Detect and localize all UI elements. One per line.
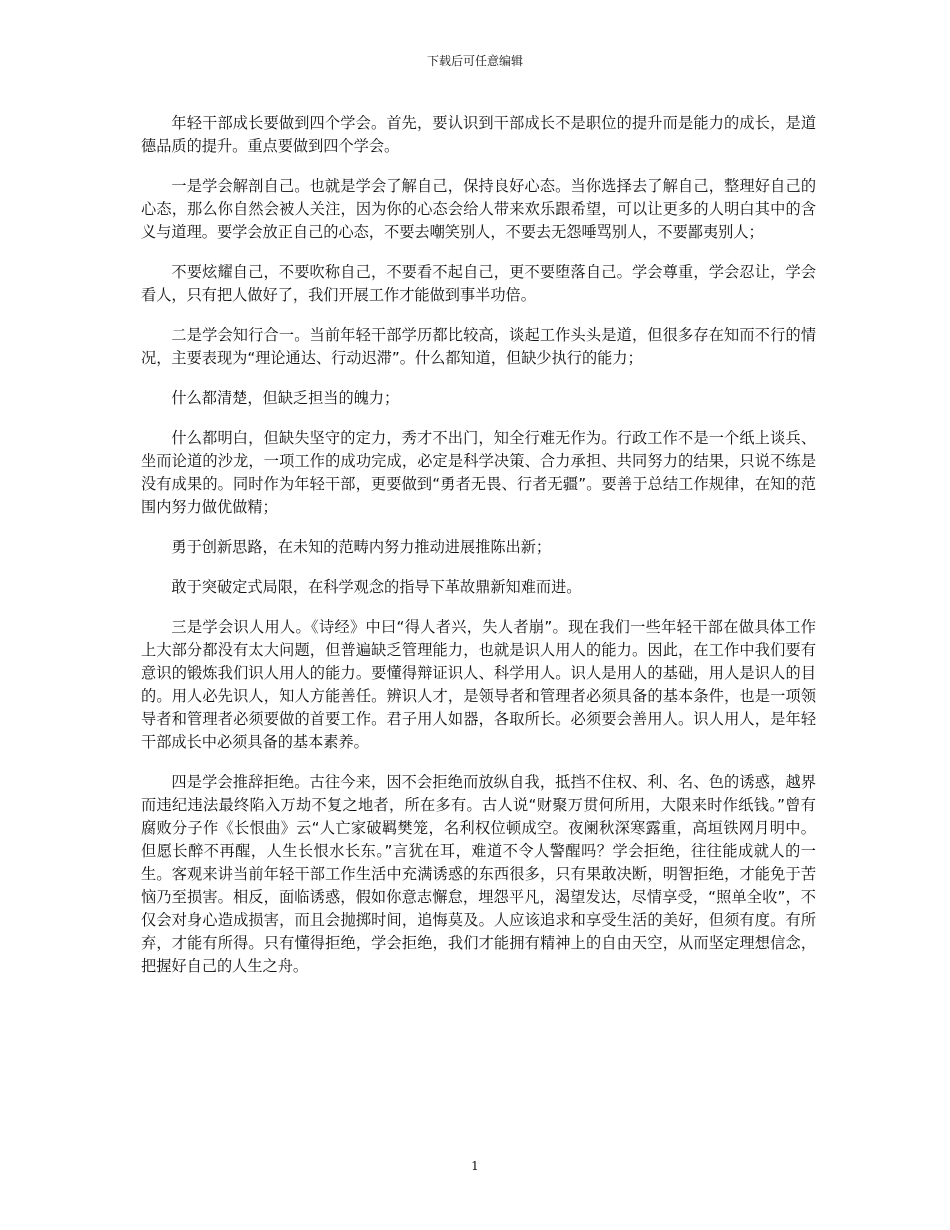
paragraph-point-two-breakthrough: 敢于突破定式局限，在科学观念的指导下革故鼎新知难而进。 xyxy=(171,578,582,596)
paragraph-point-two-innovate: 勇于创新思路，在未知的范畴内努力推动进展推陈出新； xyxy=(171,538,552,556)
page-number: 1 xyxy=(471,1159,479,1173)
paragraph-point-three: 三是学会识人用人。《诗经》中曰“得人者兴，失人者崩”。现在我们一些年轻干部在做具体工作上大部分都没有太大问题，但普遍缺乏管理能力，也就是识人用人的能力。因此，在工作中我们要有意识的锻炼我们识人用人的能力。要懂得辩证识人、科学用人。识人是用人的基础，用人是识人的目的。用人必先识人，知人方能善任。辨识人才，是领导者和管理者必须具备的基本条件，也是一项领导者和管理者必须要做的首要工作。君子用人如器，各取所长。必须要会善用人。识人用人，是年轻干部成长中必须具备的基本素养。 xyxy=(141,618,816,751)
paragraph-point-four: 四是学会推辞拒绝。古往今来，因不会拒绝而放纵自我，抵挡不住权、利、名、色的诱惑，越界而违纪违法最终陷入万劫不复之地者，所在多有。古人说“财聚万贯何所用，大限来时作纸钱。”曾有腐败分子作《长恨曲》云“人亡家破羁樊笼，名利权位顿成空。夜阑秋深寒露重，高垣铁网月明中。但愿长醉不再醒，人生长恨水长东。”言犹在耳，难道不令人警醒吗？学会拒绝，往往能成就人的一生。客观来讲当前年轻干部工作生活中充满诱惑的东西很多，只有果敢决断，明智拒绝，才能免于苦恼乃至损害。相反，面临诱惑，假如你意志懈怠，埋怨平凡，渴望发达，尽情享受，“照单全收”，不仅会对身心造成损害，而且会抛掷时间，追悔莫及。人应该追求和享受生活的美好，但须有度。有所弃，才能有所得。只有懂得拒绝，学会拒绝，我们才能拥有精神上的自由天空，从而坚定理想信念，把握好自己的人生之舟。 xyxy=(141,773,816,975)
page-header-note: 下载后可任意编辑 xyxy=(426,54,523,68)
paragraph-point-one: 一是学会解剖自己。也就是学会了解自己，保持良好心态。当你选择去了解自己，整理好自己的心态，那么你自然会被人关注，因为你的心态会给人带来欢乐跟希望，可以让更多的人明白其中的含义与道理。要学会放正自己的心态，不要去嘲笑别人，不要去无怨唾骂别人，不要鄙夷别人； xyxy=(141,177,816,241)
paragraph-point-two-clear: 什么都清楚，但缺乏担当的魄力； xyxy=(171,389,400,407)
document-body xyxy=(141,112,816,995)
paragraph-point-one-continued: 不要炫耀自己，不要吹称自己，不要看不起自己，更不要堕落自己。学会尊重，学会忍让，学会看人，只有把人做好了，我们开展工作才能做到事半功倍。 xyxy=(141,263,816,304)
paragraph-point-two: 二是学会知行合一。当前年轻干部学历都比较高，谈起工作头头是道，但很多存在知而不行的情况，主要表现为“理论通达、行动迟滞”。什么都知道，但缺少执行的能力； xyxy=(141,326,816,367)
paragraph-intro: 年轻干部成长要做到四个学会。首先，要认识到干部成长不是职位的提升而是能力的成长，是道德品质的提升。重点要做到四个学会。 xyxy=(141,114,816,155)
paragraph-point-two-understand: 什么都明白，但缺失坚守的定力，秀才不出门，知全行难无作为。行政工作不是一个纸上谈兵、坐而论道的沙龙，一项工作的成功完成，必定是科学决策、合力承担、共同努力的结果，只说不练是没有成果的。同时作为年轻干部，更要做到“勇者无畏、行者无疆”。要善于总结工作规律，在知的范围内努力做优做精； xyxy=(141,429,816,516)
